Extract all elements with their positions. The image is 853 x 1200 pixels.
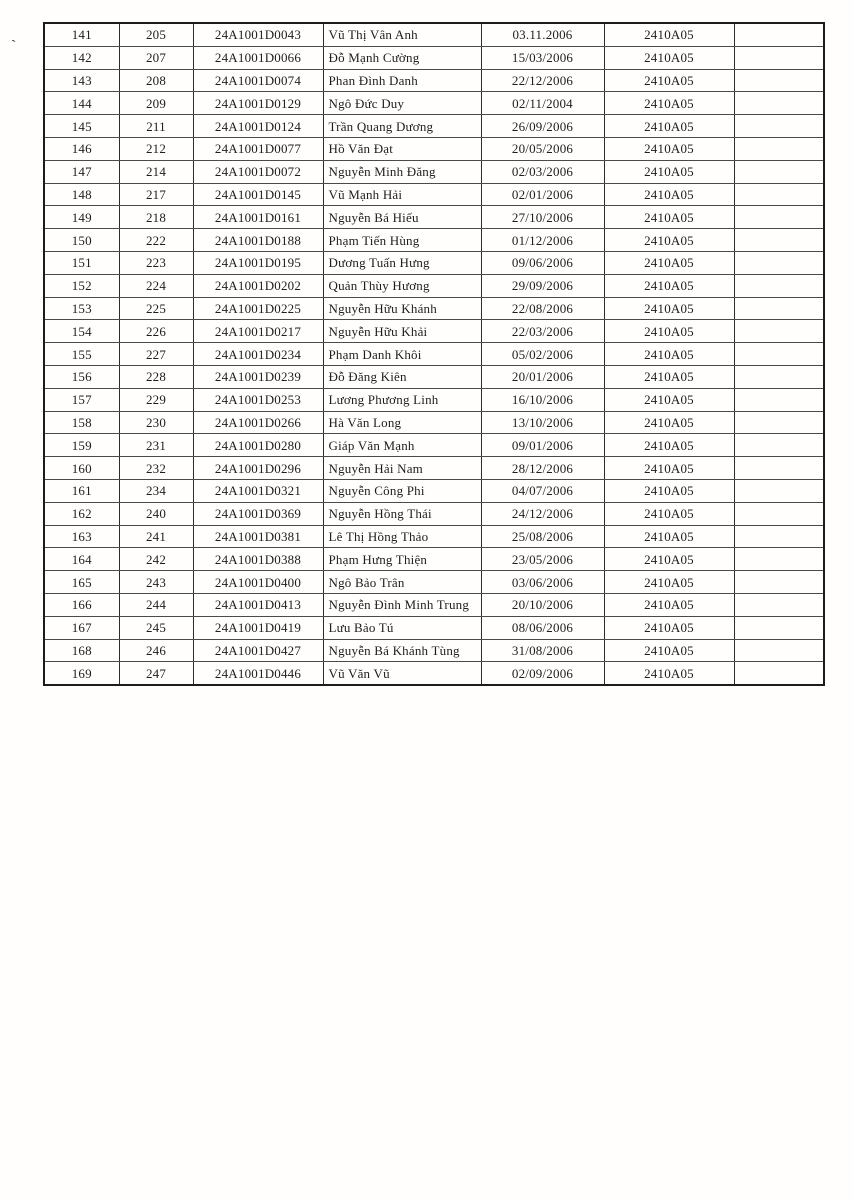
cell-ma-sinh-vien: 24A1001D0066 xyxy=(193,46,323,69)
cell-ma-sinh-vien: 24A1001D0446 xyxy=(193,662,323,685)
cell-ho-ten: Lưu Bảo Tú xyxy=(323,616,481,639)
table-row xyxy=(44,616,824,639)
cell-ngay-sinh: 16/10/2006 xyxy=(481,388,604,411)
table-row xyxy=(44,639,824,662)
cell-ma-sinh-vien: 24A1001D0400 xyxy=(193,571,323,594)
cell-ghi-chu xyxy=(734,251,824,274)
cell-ho-ten: Phạm Tiến Hùng xyxy=(323,229,481,252)
cell-ghi-chu xyxy=(734,343,824,366)
cell-stt: 160 xyxy=(44,457,119,480)
cell-stt: 150 xyxy=(44,229,119,252)
cell-ho-ten: Vũ Thị Vân Anh xyxy=(323,23,481,46)
cell-ma-sinh-vien: 24A1001D0161 xyxy=(193,206,323,229)
cell-stt: 155 xyxy=(44,343,119,366)
cell-ghi-chu xyxy=(734,229,824,252)
cell-ngay-sinh: 08/06/2006 xyxy=(481,616,604,639)
cell-lop: 2410A05 xyxy=(604,206,734,229)
cell-lop: 2410A05 xyxy=(604,115,734,138)
table-row xyxy=(44,115,824,138)
cell-lop: 2410A05 xyxy=(604,639,734,662)
cell-ho-ten: Vũ Văn Vũ xyxy=(323,662,481,685)
cell-stt: 149 xyxy=(44,206,119,229)
cell-ngay-sinh: 23/05/2006 xyxy=(481,548,604,571)
cell-ma-sinh-vien: 24A1001D0145 xyxy=(193,183,323,206)
cell-stt: 141 xyxy=(44,23,119,46)
cell-ma-sinh-vien: 24A1001D0195 xyxy=(193,251,323,274)
cell-ngay-sinh: 27/10/2006 xyxy=(481,206,604,229)
cell-ngay-sinh: 05/02/2006 xyxy=(481,343,604,366)
cell-ngay-sinh: 04/07/2006 xyxy=(481,479,604,502)
cell-stt: 144 xyxy=(44,92,119,115)
cell-ngay-sinh: 01/12/2006 xyxy=(481,229,604,252)
cell-ngay-sinh: 02/11/2004 xyxy=(481,92,604,115)
cell-so-bao-danh: 234 xyxy=(119,479,193,502)
cell-stt: 162 xyxy=(44,502,119,525)
cell-ghi-chu xyxy=(734,183,824,206)
cell-stt: 166 xyxy=(44,593,119,616)
cell-ho-ten: Nguyễn Công Phi xyxy=(323,479,481,502)
cell-ho-ten: Lê Thị Hồng Thảo xyxy=(323,525,481,548)
cell-ma-sinh-vien: 24A1001D0296 xyxy=(193,457,323,480)
table-row xyxy=(44,548,824,571)
cell-ma-sinh-vien: 24A1001D0188 xyxy=(193,229,323,252)
cell-ma-sinh-vien: 24A1001D0266 xyxy=(193,411,323,434)
cell-lop: 2410A05 xyxy=(604,137,734,160)
cell-ghi-chu xyxy=(734,274,824,297)
cell-ngay-sinh: 22/08/2006 xyxy=(481,297,604,320)
cell-so-bao-danh: 240 xyxy=(119,502,193,525)
cell-stt: 164 xyxy=(44,548,119,571)
table-row xyxy=(44,525,824,548)
cell-ghi-chu xyxy=(734,297,824,320)
cell-lop: 2410A05 xyxy=(604,343,734,366)
cell-ma-sinh-vien: 24A1001D0202 xyxy=(193,274,323,297)
scan-artifact-mark: ` xyxy=(10,37,21,55)
cell-ngay-sinh: 25/08/2006 xyxy=(481,525,604,548)
cell-ghi-chu xyxy=(734,365,824,388)
cell-stt: 165 xyxy=(44,571,119,594)
cell-lop: 2410A05 xyxy=(604,502,734,525)
cell-ho-ten: Hà Văn Long xyxy=(323,411,481,434)
cell-stt: 146 xyxy=(44,137,119,160)
cell-so-bao-danh: 224 xyxy=(119,274,193,297)
cell-ngay-sinh: 02/09/2006 xyxy=(481,662,604,685)
cell-ghi-chu xyxy=(734,662,824,685)
cell-so-bao-danh: 242 xyxy=(119,548,193,571)
cell-so-bao-danh: 246 xyxy=(119,639,193,662)
cell-ghi-chu xyxy=(734,457,824,480)
cell-lop: 2410A05 xyxy=(604,320,734,343)
cell-so-bao-danh: 245 xyxy=(119,616,193,639)
cell-ngay-sinh: 03.11.2006 xyxy=(481,23,604,46)
cell-so-bao-danh: 223 xyxy=(119,251,193,274)
cell-ngay-sinh: 29/09/2006 xyxy=(481,274,604,297)
cell-ghi-chu xyxy=(734,434,824,457)
cell-lop: 2410A05 xyxy=(604,92,734,115)
cell-so-bao-danh: 231 xyxy=(119,434,193,457)
table-row xyxy=(44,365,824,388)
cell-lop: 2410A05 xyxy=(604,525,734,548)
cell-ma-sinh-vien: 24A1001D0280 xyxy=(193,434,323,457)
cell-lop: 2410A05 xyxy=(604,434,734,457)
cell-ho-ten: Nguyễn Minh Đăng xyxy=(323,160,481,183)
cell-lop: 2410A05 xyxy=(604,616,734,639)
cell-lop: 2410A05 xyxy=(604,297,734,320)
cell-so-bao-danh: 218 xyxy=(119,206,193,229)
table-row xyxy=(44,92,824,115)
student-roster-table xyxy=(43,22,825,686)
cell-lop: 2410A05 xyxy=(604,479,734,502)
cell-ngay-sinh: 26/09/2006 xyxy=(481,115,604,138)
cell-ho-ten: Nguyễn Hồng Thái xyxy=(323,502,481,525)
cell-ghi-chu xyxy=(734,411,824,434)
cell-lop: 2410A05 xyxy=(604,23,734,46)
cell-ho-ten: Nguyễn Hải Nam xyxy=(323,457,481,480)
cell-ho-ten: Quản Thùy Hương xyxy=(323,274,481,297)
cell-lop: 2410A05 xyxy=(604,457,734,480)
cell-ngay-sinh: 09/01/2006 xyxy=(481,434,604,457)
cell-so-bao-danh: 207 xyxy=(119,46,193,69)
table-row xyxy=(44,69,824,92)
cell-stt: 169 xyxy=(44,662,119,685)
cell-stt: 161 xyxy=(44,479,119,502)
cell-lop: 2410A05 xyxy=(604,274,734,297)
cell-ghi-chu xyxy=(734,23,824,46)
cell-ma-sinh-vien: 24A1001D0217 xyxy=(193,320,323,343)
cell-ngay-sinh: 20/05/2006 xyxy=(481,137,604,160)
cell-ngay-sinh: 03/06/2006 xyxy=(481,571,604,594)
cell-ghi-chu xyxy=(734,616,824,639)
cell-stt: 143 xyxy=(44,69,119,92)
cell-stt: 145 xyxy=(44,115,119,138)
cell-ho-ten: Lương Phương Linh xyxy=(323,388,481,411)
cell-ma-sinh-vien: 24A1001D0239 xyxy=(193,365,323,388)
cell-stt: 151 xyxy=(44,251,119,274)
cell-stt: 163 xyxy=(44,525,119,548)
cell-ma-sinh-vien: 24A1001D0388 xyxy=(193,548,323,571)
cell-ngay-sinh: 22/12/2006 xyxy=(481,69,604,92)
cell-so-bao-danh: 212 xyxy=(119,137,193,160)
cell-so-bao-danh: 244 xyxy=(119,593,193,616)
cell-ma-sinh-vien: 24A1001D0077 xyxy=(193,137,323,160)
cell-ghi-chu xyxy=(734,639,824,662)
table-row xyxy=(44,274,824,297)
cell-lop: 2410A05 xyxy=(604,229,734,252)
cell-ho-ten: Nguyễn Bá Khánh Tùng xyxy=(323,639,481,662)
cell-stt: 159 xyxy=(44,434,119,457)
cell-ho-ten: Ngô Đức Duy xyxy=(323,92,481,115)
cell-so-bao-danh: 230 xyxy=(119,411,193,434)
cell-ghi-chu xyxy=(734,92,824,115)
cell-so-bao-danh: 209 xyxy=(119,92,193,115)
cell-ho-ten: Đỗ Đăng Kiên xyxy=(323,365,481,388)
cell-ghi-chu xyxy=(734,160,824,183)
cell-ma-sinh-vien: 24A1001D0072 xyxy=(193,160,323,183)
cell-ghi-chu xyxy=(734,548,824,571)
cell-stt: 157 xyxy=(44,388,119,411)
cell-stt: 156 xyxy=(44,365,119,388)
cell-ngay-sinh: 22/03/2006 xyxy=(481,320,604,343)
cell-so-bao-danh: 217 xyxy=(119,183,193,206)
cell-so-bao-danh: 241 xyxy=(119,525,193,548)
cell-so-bao-danh: 222 xyxy=(119,229,193,252)
cell-so-bao-danh: 225 xyxy=(119,297,193,320)
cell-ghi-chu xyxy=(734,388,824,411)
table-row xyxy=(44,662,824,685)
cell-stt: 142 xyxy=(44,46,119,69)
cell-so-bao-danh: 211 xyxy=(119,115,193,138)
cell-lop: 2410A05 xyxy=(604,388,734,411)
cell-so-bao-danh: 227 xyxy=(119,343,193,366)
cell-ma-sinh-vien: 24A1001D0253 xyxy=(193,388,323,411)
cell-ma-sinh-vien: 24A1001D0124 xyxy=(193,115,323,138)
table-row xyxy=(44,457,824,480)
cell-ghi-chu xyxy=(734,69,824,92)
cell-ho-ten: Nguyễn Hữu Khánh xyxy=(323,297,481,320)
cell-ho-ten: Dương Tuấn Hưng xyxy=(323,251,481,274)
cell-ho-ten: Vũ Mạnh Hải xyxy=(323,183,481,206)
cell-ghi-chu xyxy=(734,206,824,229)
cell-ngay-sinh: 28/12/2006 xyxy=(481,457,604,480)
table-row xyxy=(44,206,824,229)
cell-ngay-sinh: 20/01/2006 xyxy=(481,365,604,388)
cell-ho-ten: Nguyễn Hữu Khải xyxy=(323,320,481,343)
cell-ngay-sinh: 24/12/2006 xyxy=(481,502,604,525)
cell-ho-ten: Ngô Bảo Trân xyxy=(323,571,481,594)
cell-ho-ten: Phan Đình Danh xyxy=(323,69,481,92)
table-row xyxy=(44,479,824,502)
cell-ngay-sinh: 09/06/2006 xyxy=(481,251,604,274)
cell-ngay-sinh: 20/10/2006 xyxy=(481,593,604,616)
cell-lop: 2410A05 xyxy=(604,183,734,206)
cell-ma-sinh-vien: 24A1001D0419 xyxy=(193,616,323,639)
cell-ngay-sinh: 02/03/2006 xyxy=(481,160,604,183)
cell-ngay-sinh: 13/10/2006 xyxy=(481,411,604,434)
cell-ma-sinh-vien: 24A1001D0413 xyxy=(193,593,323,616)
cell-stt: 167 xyxy=(44,616,119,639)
table-row xyxy=(44,434,824,457)
table-row xyxy=(44,593,824,616)
table-row xyxy=(44,229,824,252)
cell-ho-ten: Phạm Danh Khôi xyxy=(323,343,481,366)
table-row xyxy=(44,343,824,366)
cell-ghi-chu xyxy=(734,525,824,548)
table-row xyxy=(44,183,824,206)
cell-lop: 2410A05 xyxy=(604,411,734,434)
cell-ho-ten: Nguyễn Đình Minh Trung xyxy=(323,593,481,616)
cell-ghi-chu xyxy=(734,115,824,138)
cell-ho-ten: Đỗ Mạnh Cường xyxy=(323,46,481,69)
table-row xyxy=(44,320,824,343)
cell-ma-sinh-vien: 24A1001D0369 xyxy=(193,502,323,525)
cell-lop: 2410A05 xyxy=(604,548,734,571)
cell-ma-sinh-vien: 24A1001D0043 xyxy=(193,23,323,46)
cell-so-bao-danh: 232 xyxy=(119,457,193,480)
cell-ngay-sinh: 02/01/2006 xyxy=(481,183,604,206)
cell-stt: 153 xyxy=(44,297,119,320)
cell-stt: 147 xyxy=(44,160,119,183)
cell-ghi-chu xyxy=(734,479,824,502)
cell-ma-sinh-vien: 24A1001D0074 xyxy=(193,69,323,92)
table-row xyxy=(44,251,824,274)
table-row xyxy=(44,46,824,69)
cell-stt: 148 xyxy=(44,183,119,206)
cell-ma-sinh-vien: 24A1001D0234 xyxy=(193,343,323,366)
cell-ho-ten: Nguyễn Bá Hiếu xyxy=(323,206,481,229)
table-row xyxy=(44,571,824,594)
cell-ngay-sinh: 15/03/2006 xyxy=(481,46,604,69)
cell-ghi-chu xyxy=(734,593,824,616)
cell-stt: 152 xyxy=(44,274,119,297)
cell-ma-sinh-vien: 24A1001D0225 xyxy=(193,297,323,320)
cell-stt: 158 xyxy=(44,411,119,434)
cell-ghi-chu xyxy=(734,502,824,525)
cell-so-bao-danh: 226 xyxy=(119,320,193,343)
cell-ngay-sinh: 31/08/2006 xyxy=(481,639,604,662)
cell-so-bao-danh: 214 xyxy=(119,160,193,183)
cell-ho-ten: Trần Quang Dương xyxy=(323,115,481,138)
student-table-body xyxy=(44,23,824,685)
table-row xyxy=(44,502,824,525)
cell-lop: 2410A05 xyxy=(604,365,734,388)
cell-ghi-chu xyxy=(734,571,824,594)
cell-ma-sinh-vien: 24A1001D0381 xyxy=(193,525,323,548)
cell-ho-ten: Phạm Hưng Thiện xyxy=(323,548,481,571)
cell-ghi-chu xyxy=(734,137,824,160)
cell-lop: 2410A05 xyxy=(604,593,734,616)
cell-so-bao-danh: 205 xyxy=(119,23,193,46)
cell-ho-ten: Giáp Văn Mạnh xyxy=(323,434,481,457)
cell-so-bao-danh: 243 xyxy=(119,571,193,594)
cell-ma-sinh-vien: 24A1001D0129 xyxy=(193,92,323,115)
cell-ghi-chu xyxy=(734,46,824,69)
cell-lop: 2410A05 xyxy=(604,160,734,183)
cell-lop: 2410A05 xyxy=(604,662,734,685)
table-row xyxy=(44,23,824,46)
cell-lop: 2410A05 xyxy=(604,46,734,69)
cell-so-bao-danh: 247 xyxy=(119,662,193,685)
table-row xyxy=(44,160,824,183)
cell-ma-sinh-vien: 24A1001D0321 xyxy=(193,479,323,502)
cell-so-bao-danh: 229 xyxy=(119,388,193,411)
cell-ma-sinh-vien: 24A1001D0427 xyxy=(193,639,323,662)
table-row xyxy=(44,388,824,411)
cell-lop: 2410A05 xyxy=(604,251,734,274)
table-row xyxy=(44,137,824,160)
cell-ho-ten: Hồ Văn Đạt xyxy=(323,137,481,160)
table-row xyxy=(44,297,824,320)
cell-so-bao-danh: 228 xyxy=(119,365,193,388)
cell-stt: 168 xyxy=(44,639,119,662)
cell-lop: 2410A05 xyxy=(604,571,734,594)
table-row xyxy=(44,411,824,434)
cell-lop: 2410A05 xyxy=(604,69,734,92)
cell-ghi-chu xyxy=(734,320,824,343)
cell-so-bao-danh: 208 xyxy=(119,69,193,92)
cell-stt: 154 xyxy=(44,320,119,343)
